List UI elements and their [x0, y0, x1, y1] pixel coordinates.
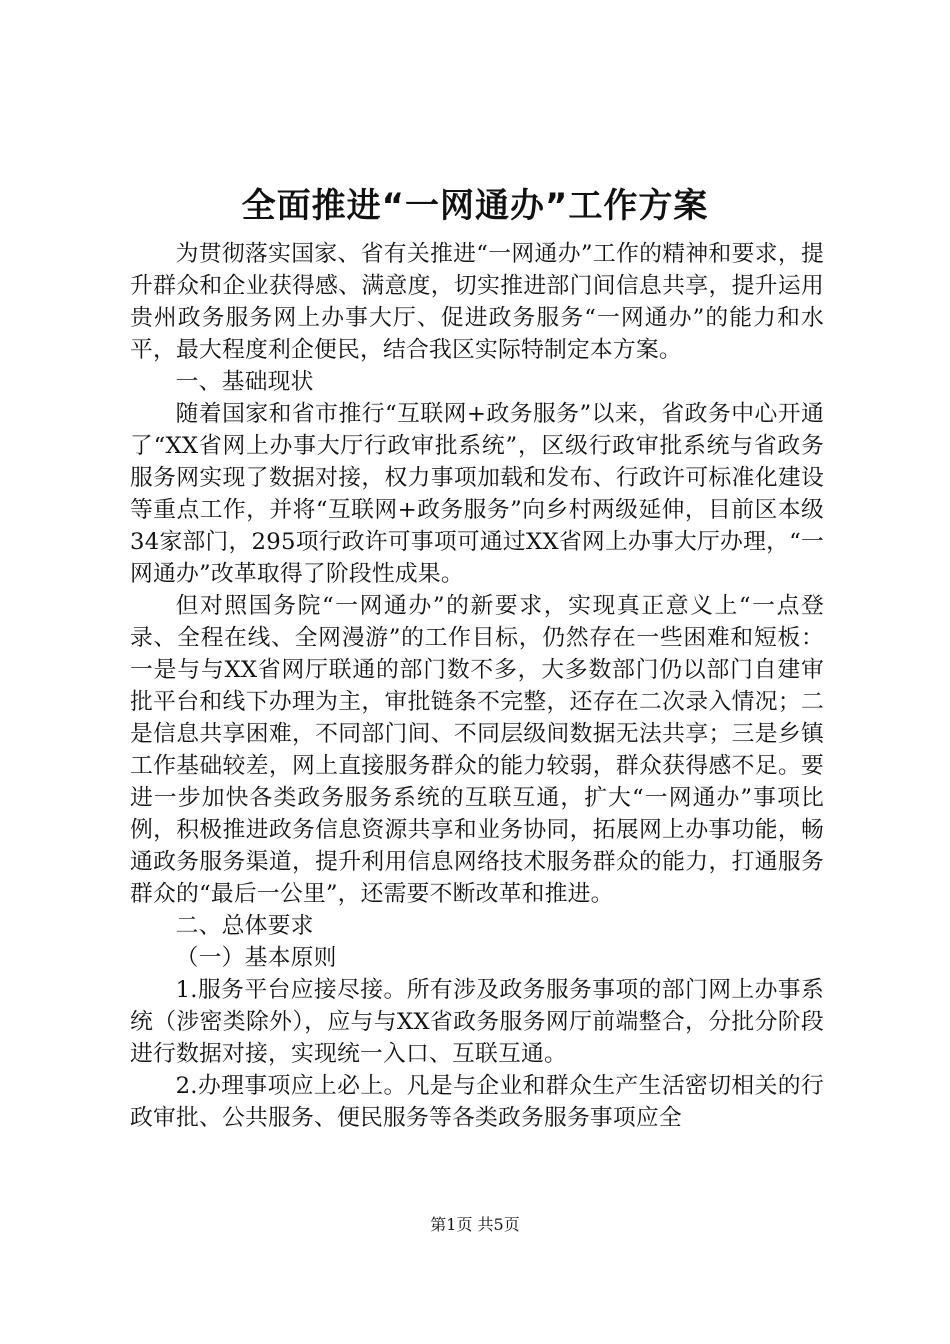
- page-footer: 第1页 共5页: [430, 1215, 520, 1234]
- paragraph-principle-2: 2.办理事项应上必上。凡是与企业和群众生产生活密切相关的行政审批、公共服务、便民服务等各类政务服务事项应全: [130, 1073, 824, 1131]
- paragraph-principle-1: 1.服务平台应接尽接。所有涉及政务服务事项的部门网上办事系统（涉密类除外），应与与XX省政务服务网厅前端整合，分批分阶段进行数据对接，实现统一入口、互联互通。: [130, 977, 824, 1067]
- subsection-heading-basic-principles: （一）基本原则: [175, 945, 337, 971]
- paragraph-problems: 但对照国务院“一网通办”的新要求，实现真正意义上“一点登录、全程在线、全网漫游”的工作目标，仍然存在一些困难和短板：一是与与XX省网厅联通的部门数不多，大多数部门仍以部门自建审批平台和线下办理为主，审批链条不完整，还存在二次录入情况；二是信息共享困难，不同部门间、不同层级间数据无法共享；三是乡镇工作基础较差，网上直接服务群众的能力较弱，群众获得感不足。要进一步加快各类政务服务系统的互联互通，扩大“一网通办”事项比例，积极推进政务信息资源共享和业务协同，拓展网上办事功能，畅通政务服务渠道，提升利用信息网络技术服务群众的能力，打通服务群众的“最后一公里”，还需要不断改革和推进。: [130, 593, 824, 907]
- section-heading-basic-status: 一、基础现状: [175, 369, 314, 395]
- document-body: [130, 238, 824, 1134]
- paragraph-intro: 为贯彻落实国家、省有关推进“一网通办”工作的精神和要求，提升群众和企业获得感、满意度，切实推进部门间信息共享，提升运用贵州政务服务网上办事大厅、促进政务服务“一网通办”的能力和水平，最大程度利企便民，结合我区实际特制定本方案。: [130, 241, 824, 363]
- document-title: 全面推进“一网通办”工作方案: [241, 186, 709, 226]
- section-heading-overall-requirements: 二、总体要求: [175, 913, 314, 939]
- paragraph-basic-status: 随着国家和省市推行“互联网+政务服务”以来，省政务中心开通了“XX省网上办事大厅行政审批系统”，区级行政审批系统与省政务服务网实现了数据对接，权力事项加载和发布、行政许可标准化建设等重点工作，并将“互联网+政务服务”向乡村两级延伸，目前区本级34家部门，295项行政许可事项可通过XX省网上办事大厅办理，“一网通办”改革取得了阶段性成果。: [130, 401, 824, 587]
